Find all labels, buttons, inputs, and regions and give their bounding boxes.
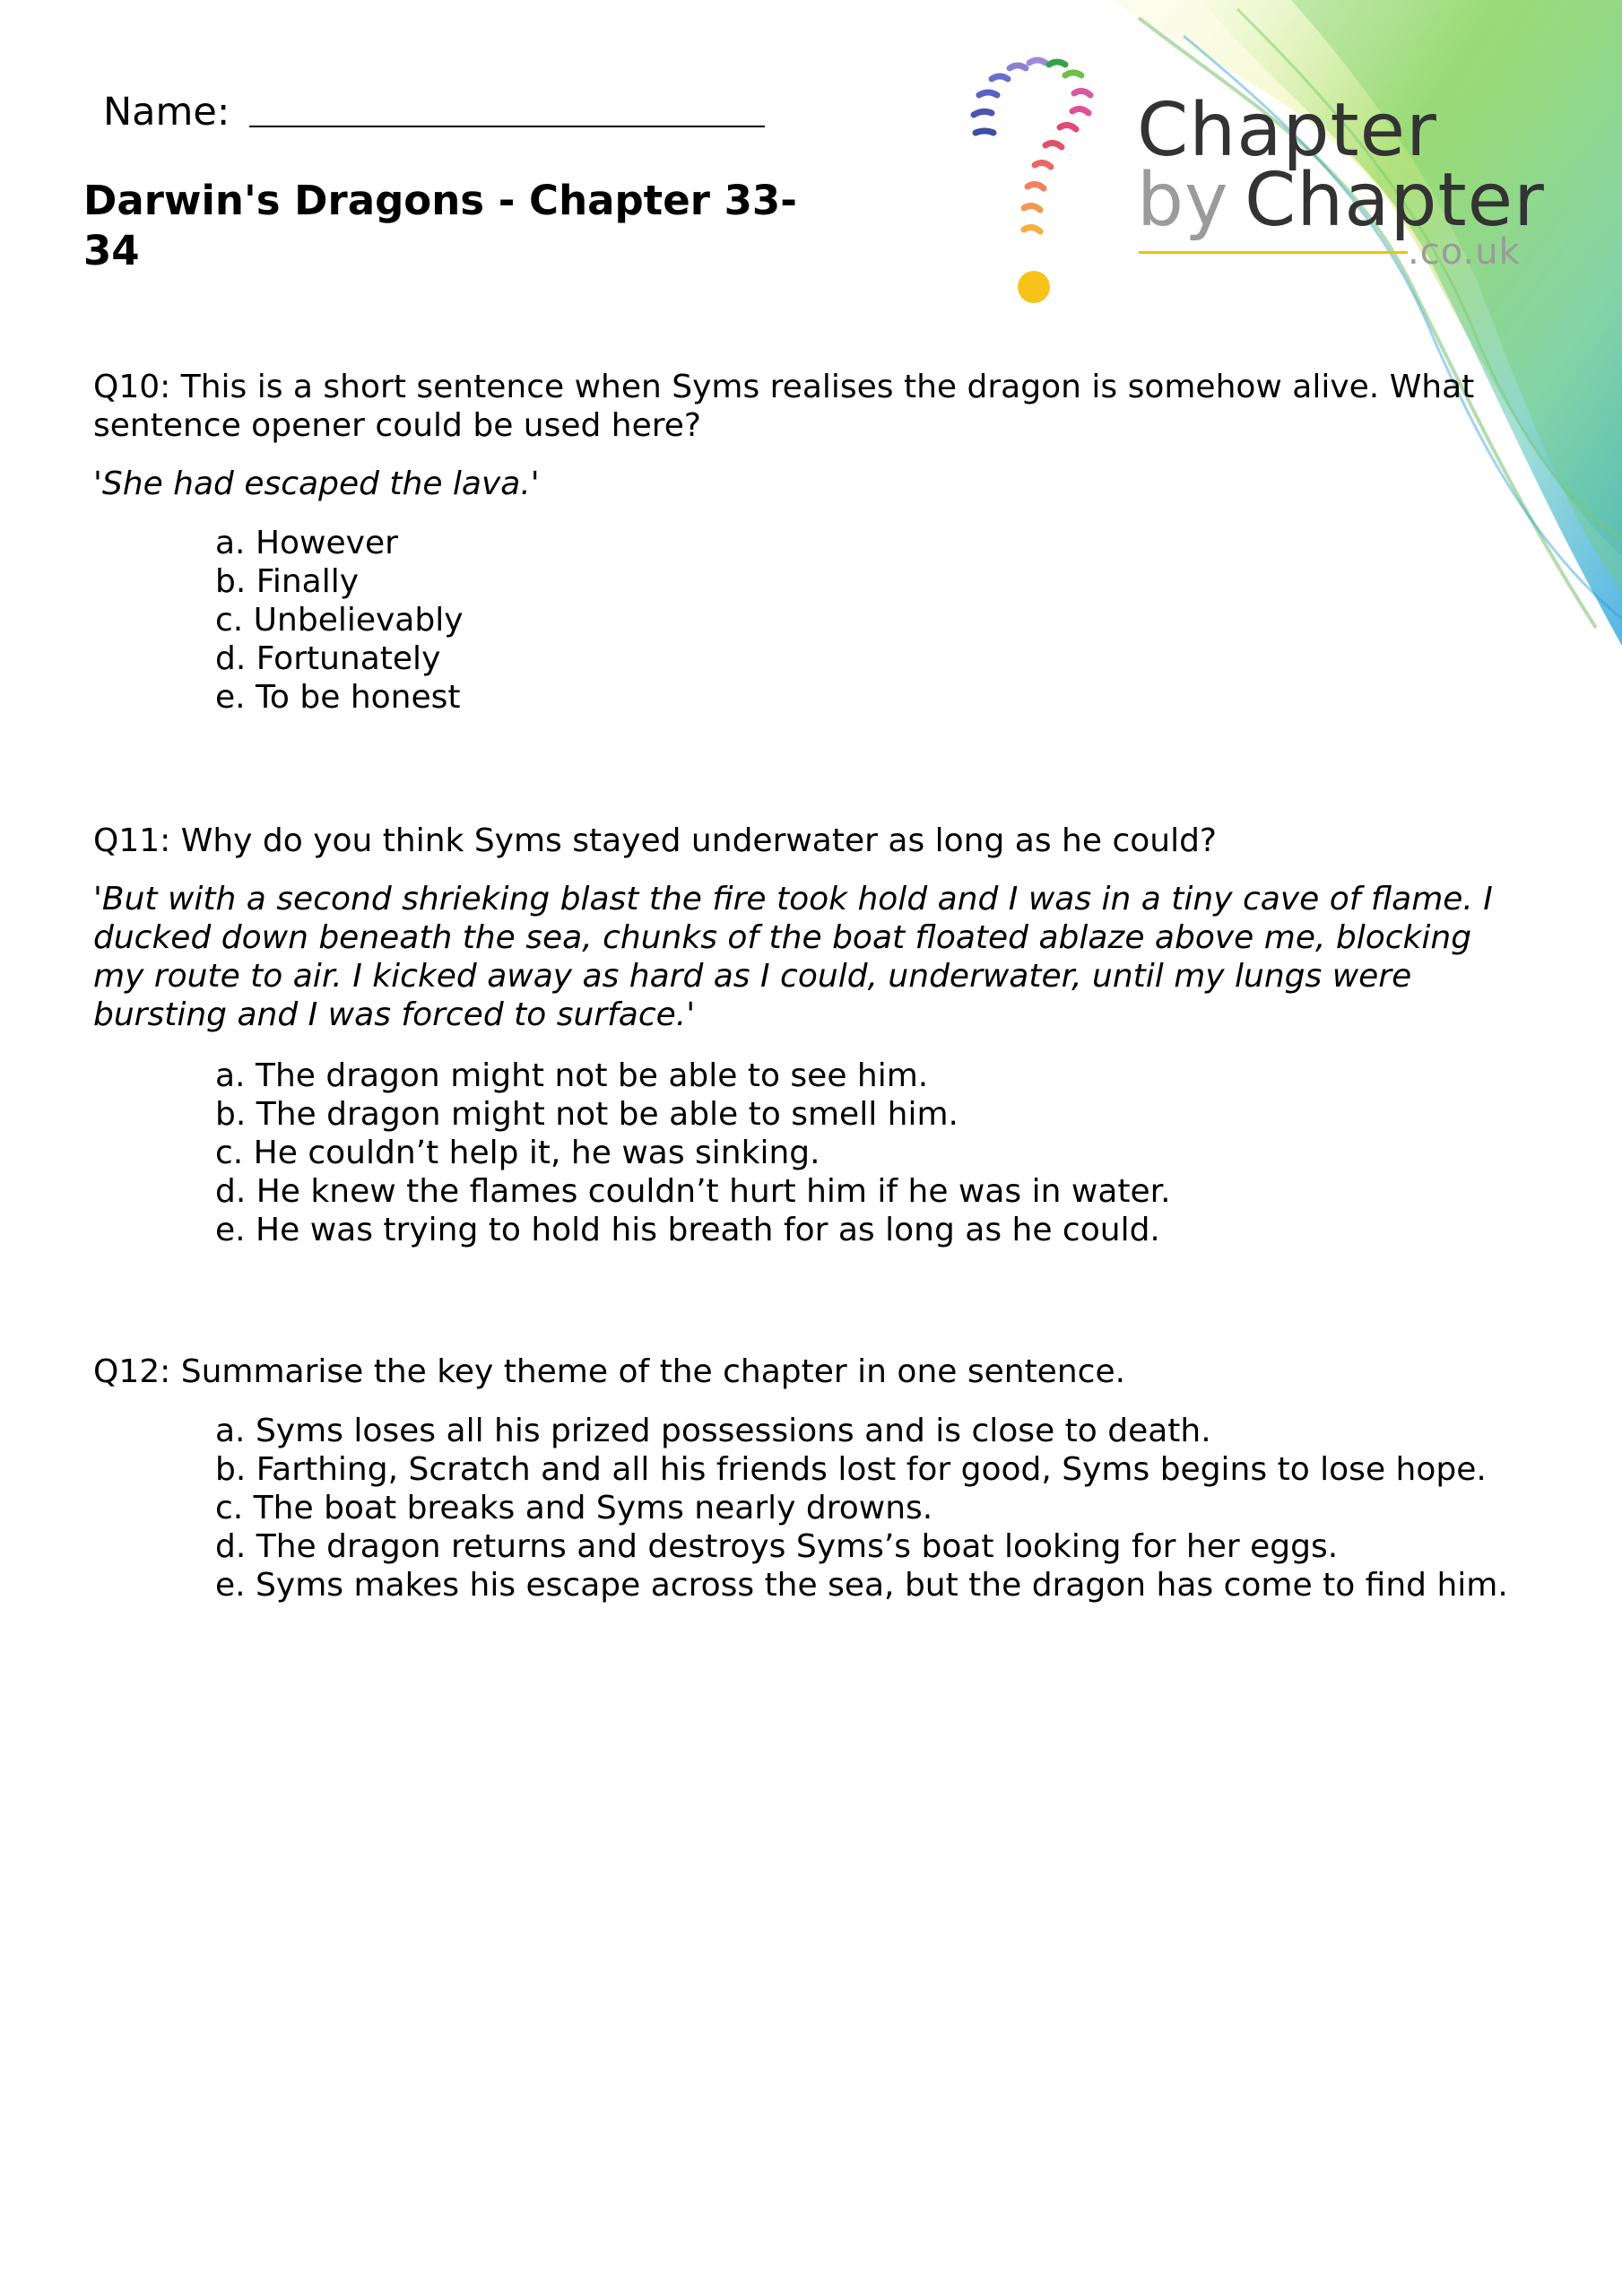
option-item[interactable]: b. Finally [215, 563, 360, 600]
question-12-prompt: Q12: Summarise the key theme of the chapter in one sentence. [93, 1353, 1126, 1390]
worksheet-title: Darwin's Dragons - Chapter 33-34 [83, 177, 797, 274]
logo-word-chapter: Chapter [1137, 88, 1437, 173]
option-item[interactable]: d. Fortunately [215, 640, 441, 677]
option-item[interactable]: b. The dragon might not be able to smell him. [215, 1096, 958, 1133]
question-11-quote: 'But with a second shrieking blast the fire took hold and I was in a tiny cave of flame. I ducked down beneath the sea, chunks of the boat floated ablaze above me, blocking my route to air. I kicked away as hard as I could, underwater, until my lungs were bursting and I was forced to surface.' [93, 881, 1493, 1033]
name-write-line[interactable] [249, 126, 765, 127]
question-10-quote: 'She had escaped the lava.' [93, 465, 540, 502]
option-item[interactable]: c. The boat breaks and Syms nearly drowns. [215, 1490, 933, 1526]
option-item[interactable]: c. He couldn’t help it, he was sinking. [215, 1135, 820, 1171]
option-item[interactable]: e. Syms makes his escape across the sea, but the dragon has come to find him. [215, 1567, 1508, 1604]
question-11-options [215, 1057, 1171, 1249]
name-field-row [103, 90, 765, 135]
question-11-prompt: Q11: Why do you think Syms stayed underwater as long as he could? [93, 822, 1218, 859]
logo-word-by: by [1137, 158, 1229, 243]
chapter-by-chapter-logo [959, 52, 1551, 312]
question-12-options [215, 1412, 1508, 1605]
question-10-options [215, 524, 464, 717]
option-item[interactable]: d. He knew the flames couldn’t hurt him if he was in water. [215, 1173, 1171, 1210]
logo-underline [1139, 251, 1408, 254]
option-item[interactable]: c. Unbelievably [215, 602, 464, 639]
option-item[interactable]: e. To be honest [215, 679, 461, 716]
question-10-prompt: Q10: This is a short sentence when Syms realises the dragon is somehow alive. What sentence opener could be used here? [93, 369, 1475, 444]
option-item[interactable]: e. He was trying to hold his breath for as long as he could. [215, 1212, 1160, 1248]
option-item[interactable]: b. Farthing, Scratch and all his friends lost for good, Syms begins to lose hope. [215, 1451, 1487, 1488]
logo-domain: .co.uk [1408, 231, 1521, 273]
option-item[interactable]: a. However [215, 525, 398, 561]
option-item[interactable]: a. Syms loses all his prized possessions and is close to death. [215, 1413, 1211, 1449]
name-label: Name: [103, 90, 230, 135]
option-item[interactable]: d. The dragon returns and destroys Syms’s boat looking for her eggs. [215, 1528, 1339, 1565]
option-item[interactable]: a. The dragon might not be able to see him. [215, 1057, 929, 1094]
logo-word-chapter-second: Chapter [1245, 158, 1545, 243]
question-mark-books-icon [959, 52, 1139, 312]
